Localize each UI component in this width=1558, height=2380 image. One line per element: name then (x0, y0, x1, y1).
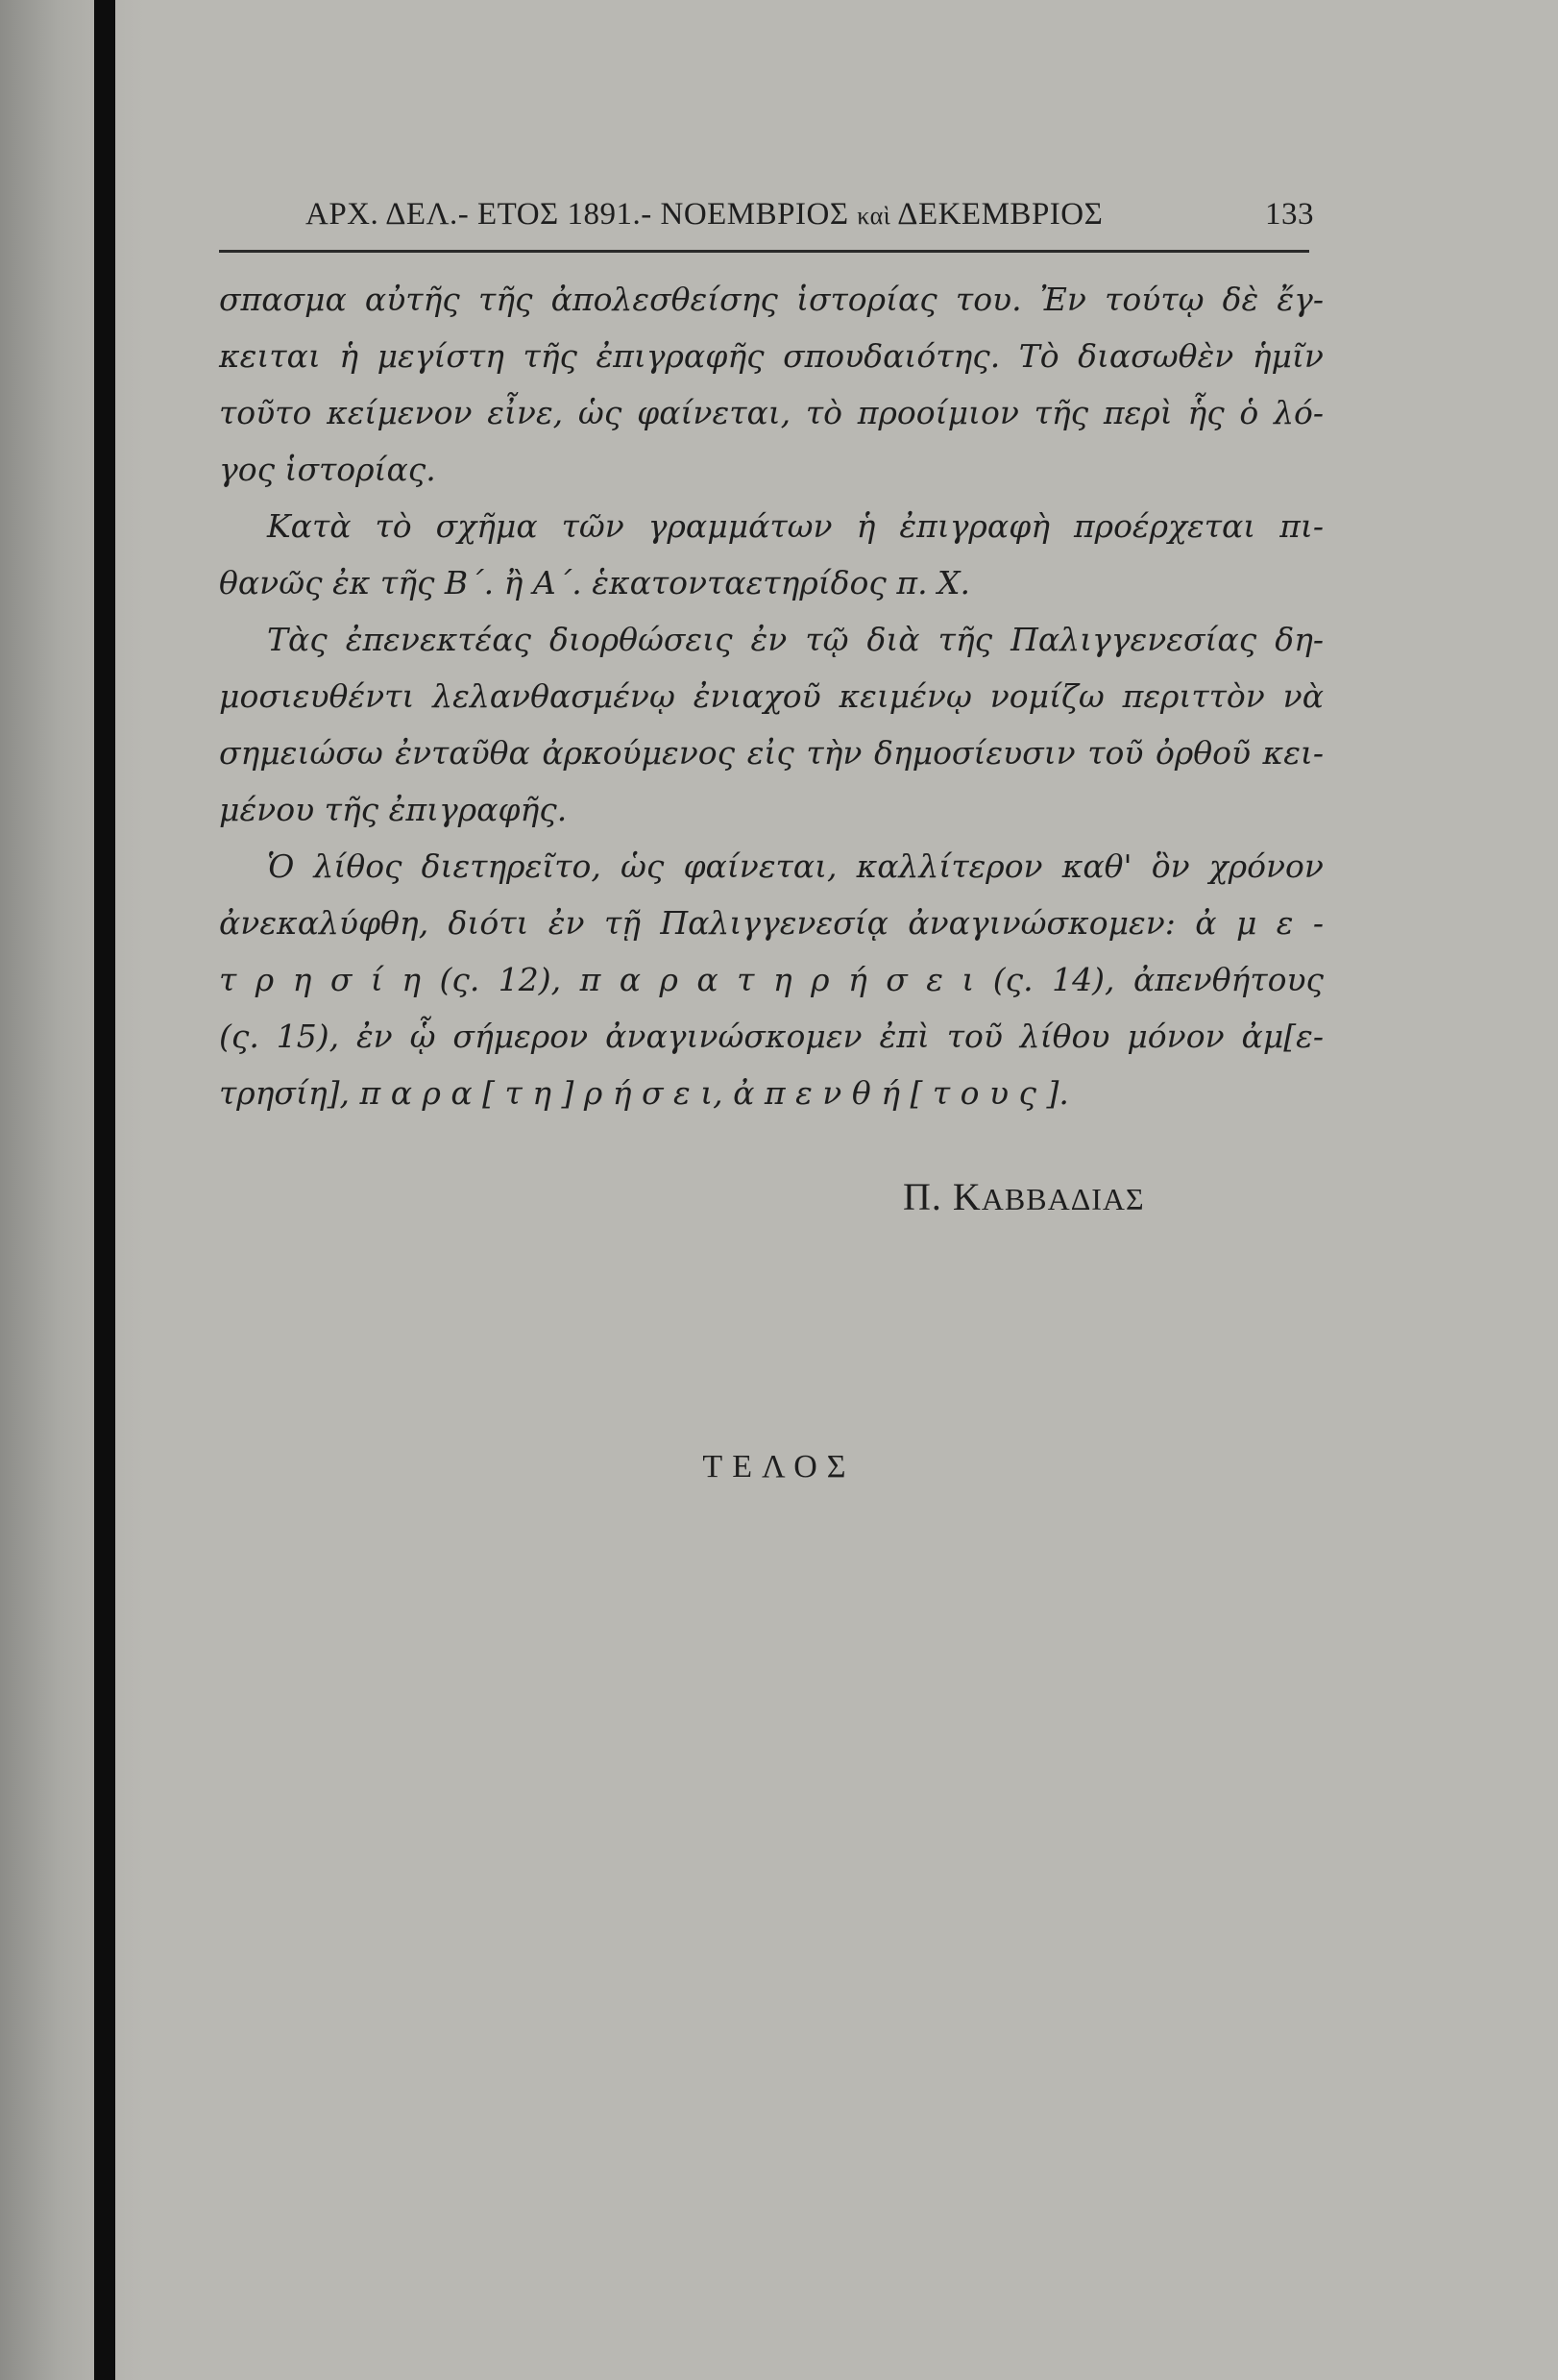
text-line: γος ἱστορίας. (219, 451, 436, 488)
journal-title-conjunction: καὶ (857, 202, 891, 230)
text-line: Τὰς ἐπενεκτέας διορθώσεις ἐν τῷ διὰ τῆς Παλιγγενεσίας δη- (267, 621, 1324, 658)
body-text (219, 271, 1324, 1121)
text-line: Ὁ λίθος διετηρεῖτο, ὡς φαίνεται, καλλίτερον καθ' ὃν χρόνον (267, 847, 1324, 885)
text-line: Κατὰ τὸ σχῆμα τῶν γραμμάτων ἡ ἐπιγραφὴ προέρχεται πι- (267, 507, 1324, 545)
page-number: 133 (1265, 197, 1314, 232)
signature-initial: Π. Κ (903, 1175, 982, 1218)
header-rule (219, 250, 1309, 253)
journal-title-suffix: ΔΕΚΕΜΒΡΙΟΣ (890, 197, 1104, 232)
closing-word: ΤΕΛΟΣ (702, 1449, 856, 1484)
text-line: θανῶς ἐκ τῆς Β΄. ἢ Α΄. ἑκατονταετηρίδος π. Χ. (219, 564, 971, 601)
text-line: σημειώσω ἐνταῦθα ἀρκούμενος εἰς τὴν δημοσίευσιν τοῦ ὀρθοῦ κει- (219, 734, 1324, 772)
author-signature (903, 1174, 1145, 1219)
text-line: (ς. 15), ἐν ᾧ σήμερον ἀναγινώσκομεν ἐπὶ τοῦ λίθου μόνον ἀμ[ε- (219, 1018, 1324, 1055)
journal-title (305, 197, 1103, 233)
signature-surname: ΑΒΒΑΔΙΑΣ (981, 1182, 1145, 1216)
text-line: τ ρ η σ ί η (ς. 12), π α ρ α τ η ρ ή σ ε ι (ς. 14), ἀπενθήτους (219, 961, 1324, 998)
text-line: κειται ἡ μεγίστη τῆς ἐπιγραφῆς σπουδαιότης. Τὸ διασωθὲν ἡμῖν (219, 337, 1324, 375)
text-line: μοσιευθέντι λελανθασμένῳ ἐνιαχοῦ κειμένῳ νομίζω περιττὸν νὰ (219, 677, 1324, 715)
journal-title-prefix: ΑΡΧ. ΔΕΛ.- ΕΤΟΣ 1891.- ΝΟΕΜΒΡΙΟΣ (305, 197, 858, 232)
text-line: τρησίη], π α ρ α [ τ η ] ρ ή σ ε ι, ἀ π ε ν θ ή [ τ ο υ ς ]. (219, 1074, 1069, 1112)
text-line: μένου τῆς ἐπιγραφῆς. (219, 791, 568, 828)
text-line: σπασμα αὐτῆς τῆς ἀπολεσθείσης ἱστορίας του. Ἐν τούτῳ δὲ ἔγ- (219, 281, 1324, 318)
running-header (305, 197, 1314, 245)
text-line: ἀνεκαλύφθη, διότι ἐν τῇ Παλιγγενεσίᾳ ἀναγινώσκομεν: ἀ μ ε - (219, 904, 1324, 942)
text-line: τοῦτο κείμενον εἶνε, ὡς φαίνεται, τὸ προοίμιον τῆς περὶ ἧς ὁ λό- (219, 394, 1324, 431)
